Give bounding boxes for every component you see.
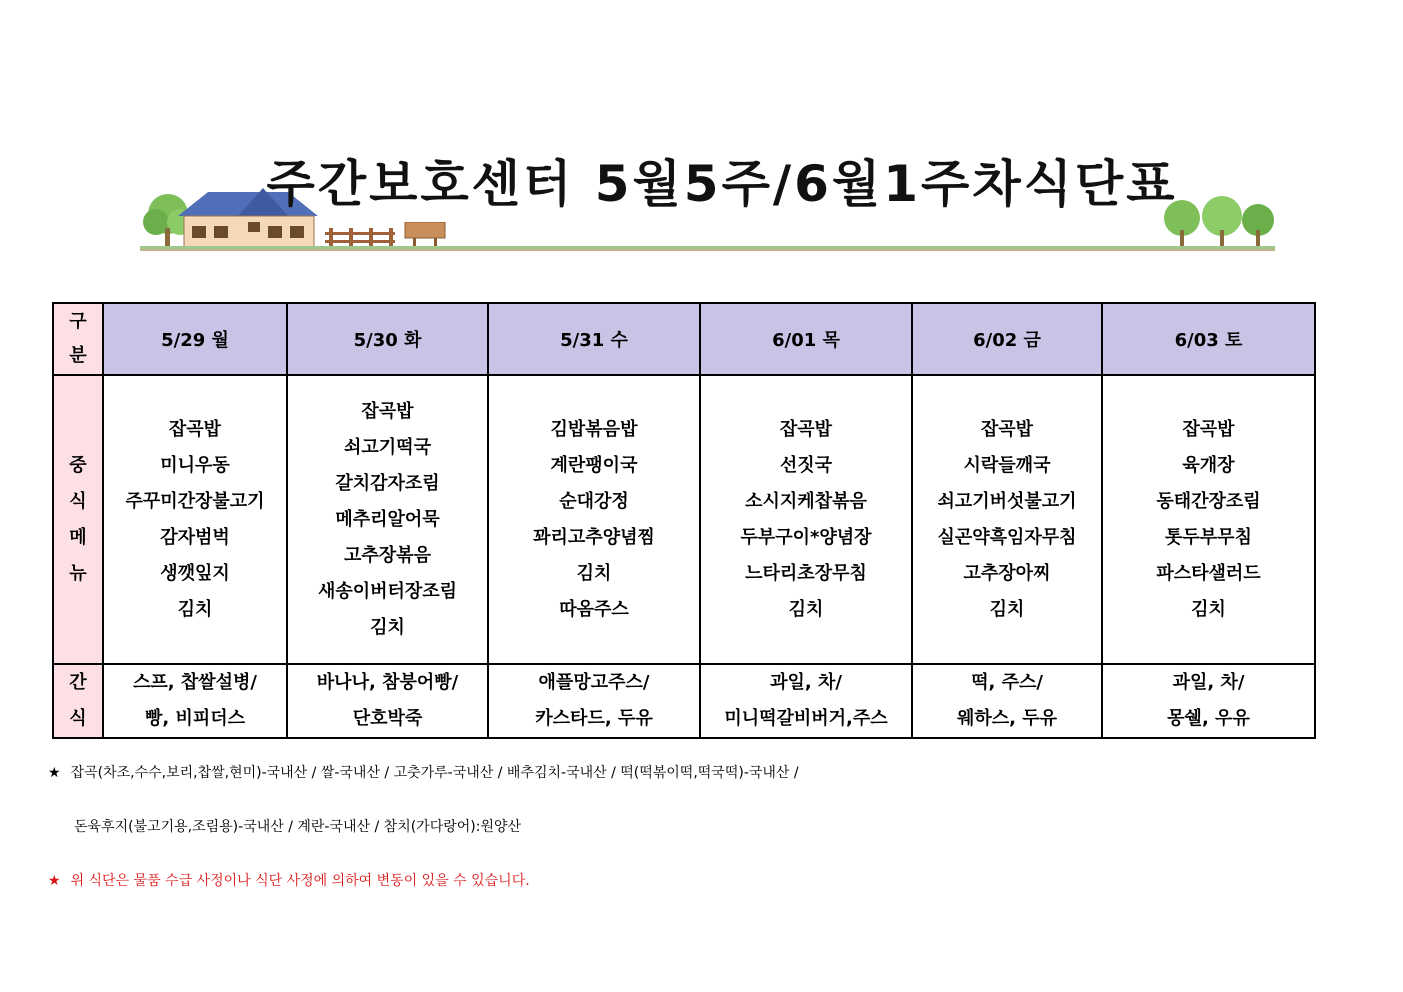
menu-item: 느타리초장무침 xyxy=(745,562,867,584)
menu-item: 육개장 xyxy=(1182,454,1235,476)
menu-item: 김치 xyxy=(177,598,213,620)
snack-item: 카스타드, 두유 xyxy=(535,708,653,729)
snack-item: 과일, 차/ xyxy=(770,672,842,693)
menu-item: 주꾸미간장불고기 xyxy=(125,490,265,512)
menu-item: 순대강정 xyxy=(559,490,629,512)
day-header: 5/29 월 xyxy=(103,303,287,375)
category-label-cell xyxy=(53,303,103,375)
menu-item: 실곤약흑임자무침 xyxy=(937,526,1077,548)
meal-cell xyxy=(700,375,912,664)
snack-row xyxy=(53,664,1315,738)
menu-item: 김치 xyxy=(989,598,1025,620)
menu-item: 김치 xyxy=(576,562,612,584)
star-icon: ★ xyxy=(48,873,61,889)
menu-item: 미니우동 xyxy=(160,454,230,476)
snack-item: 과일, 차/ xyxy=(1172,672,1245,693)
snack-label: 간 식 xyxy=(69,672,87,729)
snack-cell xyxy=(287,664,488,738)
snack-item: 떡, 주스/ xyxy=(971,672,1043,693)
menu-item: 꽈리고추양념찜 xyxy=(533,526,655,548)
menu-item: 잡곡밥 xyxy=(168,418,222,440)
origin-text-1: 잡곡(차조,수수,보리,찹쌀,현미)-국내산 / 쌀-국내산 / 고춧가루-국내산 / 배추김치-국내산 / 떡(떡볶이떡,떡국떡)-국내산 / xyxy=(70,765,799,781)
grass-divider xyxy=(140,244,1275,252)
category-label: 구 분 xyxy=(69,311,87,366)
menu-item: 김밥볶음밥 xyxy=(550,418,638,440)
menu-item: 잡곡밥 xyxy=(980,418,1034,440)
menu-item: 동태간장조림 xyxy=(1156,490,1261,512)
page-title: 주간보호센터 5월5주/6월1주차식단표 xyxy=(266,155,1178,213)
snack-item: 단호박죽 xyxy=(352,708,423,729)
day-header: 6/01 목 xyxy=(700,303,912,375)
snack-cell xyxy=(700,664,912,738)
snack-cell xyxy=(912,664,1102,738)
origin-text-2: 돈육후지(불고기용,조림용)-국내산 / 계란-국내산 / 참치(가다랑어):원양산 xyxy=(74,819,522,835)
change-notice-text: 위 식단은 물품 수급 사정이나 식단 사정에 의하여 변동이 있을 수 있습니다. xyxy=(70,873,530,889)
snack-item: 미니떡갈비버거,주스 xyxy=(724,708,888,729)
menu-item: 쇠고기버섯불고기 xyxy=(937,490,1077,512)
snack-item: 바나나, 참붕어빵/ xyxy=(316,672,459,693)
day-header: 5/30 화 xyxy=(287,303,488,375)
menu-item: 계란팽이국 xyxy=(550,454,638,476)
snack-item: 웨하스, 두유 xyxy=(956,708,1058,729)
snack-cell xyxy=(103,664,287,738)
menu-item: 소시지케찹볶음 xyxy=(745,490,867,512)
day-header: 5/31 수 xyxy=(488,303,700,375)
meal-cell xyxy=(912,375,1102,664)
menu-item: 감자범벅 xyxy=(160,526,230,548)
menu-item: 생깻잎지 xyxy=(160,562,230,584)
menu-item: 새송이버터장조림 xyxy=(317,580,458,602)
menu-item: 선짓국 xyxy=(779,454,833,476)
menu-item: 톳두부무침 xyxy=(1165,526,1252,548)
snack-label-cell xyxy=(53,664,103,738)
change-notice xyxy=(48,870,530,890)
menu-item: 갈치감자조림 xyxy=(335,472,440,494)
origin-note-line1 xyxy=(48,762,799,782)
menu-item: 고추장볶음 xyxy=(344,544,431,566)
menu-item: 고추장아찌 xyxy=(963,562,1051,584)
menu-item: 두부구이*양념장 xyxy=(740,526,872,548)
menu-item: 파스타샐러드 xyxy=(1156,562,1261,584)
lunch-row xyxy=(53,375,1315,664)
meal-cell xyxy=(488,375,700,664)
meal-cell xyxy=(1102,375,1315,664)
snack-item: 애플망고주스/ xyxy=(538,672,650,693)
header-row xyxy=(53,303,1315,375)
menu-item: 김치 xyxy=(1191,598,1226,620)
star-icon: ★ xyxy=(48,765,61,781)
snack-item: 빵, 비피더스 xyxy=(144,708,246,729)
snack-item: 몽쉘, 우유 xyxy=(1167,708,1250,729)
menu-item: 따옴주스 xyxy=(559,598,629,620)
menu-item: 메추리알어묵 xyxy=(335,508,440,530)
menu-item: 쇠고기떡국 xyxy=(344,436,431,458)
title-banner xyxy=(140,140,1275,258)
meal-cell xyxy=(287,375,488,664)
menu-item: 김치 xyxy=(370,616,405,638)
origin-note-line2 xyxy=(74,816,521,836)
day-header: 6/02 금 xyxy=(912,303,1102,375)
meal-cell xyxy=(103,375,287,664)
snack-cell xyxy=(1102,664,1315,738)
snack-cell xyxy=(488,664,700,738)
snack-item: 스프, 찹쌀설병/ xyxy=(132,672,257,693)
day-header: 6/03 토 xyxy=(1102,303,1315,375)
menu-item: 잡곡밥 xyxy=(361,400,414,422)
lunch-label-cell xyxy=(53,375,103,664)
menu-item: 시락들깨국 xyxy=(963,454,1051,476)
menu-item: 김치 xyxy=(788,598,824,620)
lunch-label: 중 식 메 뉴 xyxy=(69,454,87,584)
weekly-menu-table xyxy=(52,302,1316,739)
menu-item: 잡곡밥 xyxy=(779,418,833,440)
menu-item: 잡곡밥 xyxy=(1182,418,1235,440)
